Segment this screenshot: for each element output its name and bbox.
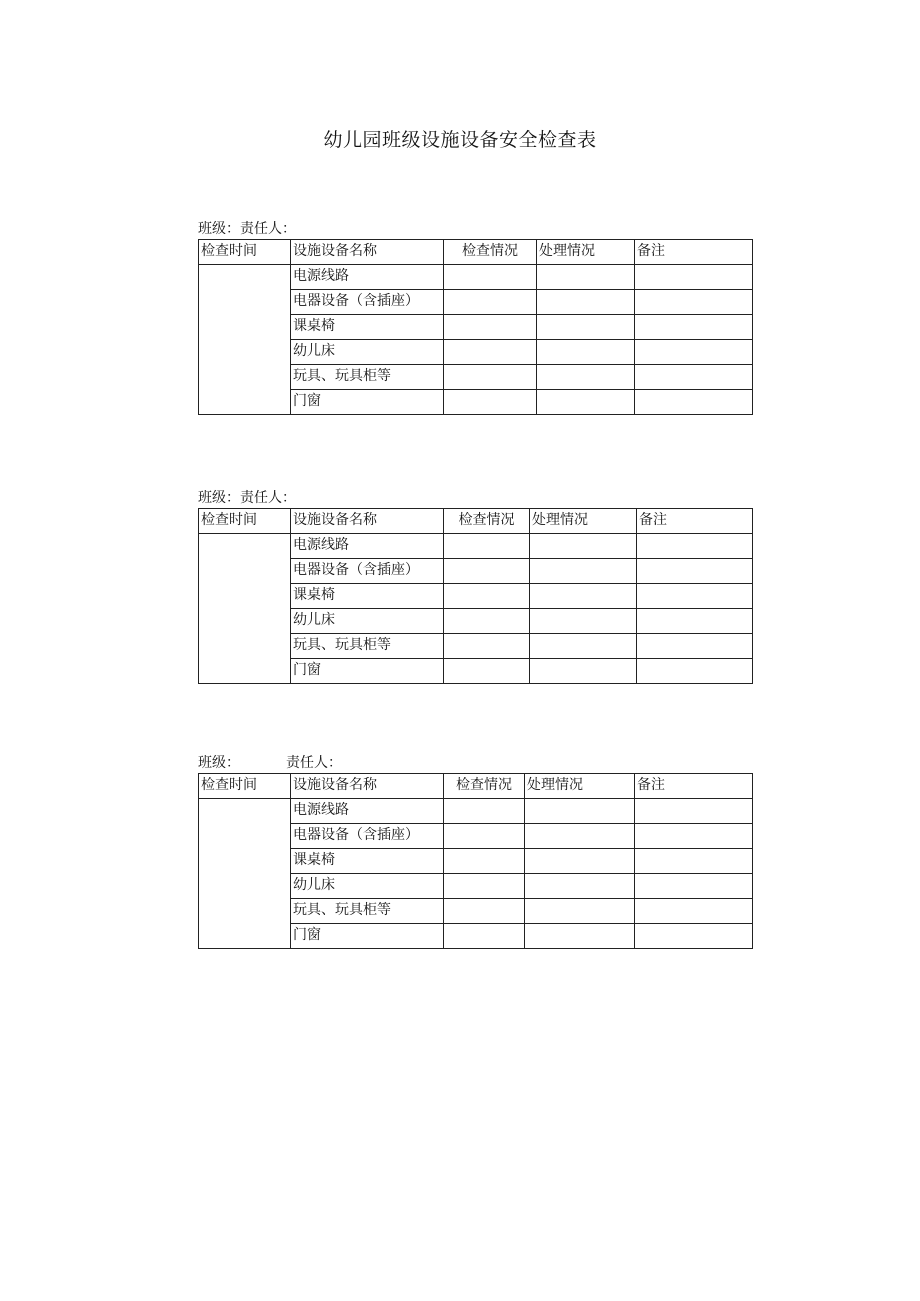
handling-status-cell[interactable] [530,559,637,584]
equipment-name-cell: 电器设备（含插座） [291,290,444,315]
remarks-cell[interactable] [637,634,753,659]
handling-status-cell[interactable] [530,534,637,559]
equipment-name-cell: 门窗 [291,390,444,415]
inspection-status-cell[interactable] [444,874,525,899]
handling-status-cell[interactable] [525,899,635,924]
inspection-time-cell[interactable] [199,534,291,684]
remarks-cell[interactable] [635,265,753,290]
remarks-cell[interactable] [637,659,753,684]
equipment-name-cell: 玩具、玩具柜等 [291,899,444,924]
table-row [199,265,753,290]
handling-status-cell[interactable] [530,584,637,609]
handling-status-cell[interactable] [537,390,635,415]
handling-status-cell[interactable] [537,340,635,365]
header-remarks: 备注 [637,509,753,534]
header-inspection-status: 检查情况 [444,509,530,534]
inspection-status-cell[interactable] [444,634,530,659]
header-equipment-name: 设施设备名称 [291,240,444,265]
class-label: 班级： [198,755,240,771]
equipment-name-cell: 玩具、玩具柜等 [291,365,444,390]
header-inspection-time: 检查时间 [199,240,291,265]
inspection-table [198,239,753,415]
handling-status-cell[interactable] [537,265,635,290]
handling-status-cell[interactable] [537,315,635,340]
remarks-cell[interactable] [635,874,753,899]
handling-status-cell[interactable] [530,609,637,634]
header-inspection-status: 检查情况 [444,240,537,265]
equipment-name-cell: 幼儿床 [291,874,444,899]
inspection-table [198,508,753,684]
inspection-status-cell[interactable] [444,924,525,949]
inspection-status-cell[interactable] [444,290,537,315]
header-handling-status: 处理情况 [525,774,635,799]
header-inspection-time: 检查时间 [199,509,291,534]
header-inspection-status: 检查情况 [444,774,525,799]
handling-status-cell[interactable] [530,659,637,684]
inspection-status-cell[interactable] [444,899,525,924]
equipment-name-cell: 课桌椅 [291,849,444,874]
handling-status-cell[interactable] [537,365,635,390]
inspection-status-cell[interactable] [444,265,537,290]
remarks-cell[interactable] [635,340,753,365]
remarks-cell[interactable] [635,290,753,315]
equipment-name-cell: 幼儿床 [291,609,444,634]
inspection-time-cell[interactable] [199,799,291,949]
remarks-cell[interactable] [635,799,753,824]
inspection-status-cell[interactable] [444,534,530,559]
inspection-status-cell[interactable] [444,659,530,684]
remarks-cell[interactable] [637,534,753,559]
equipment-name-cell: 电器设备（含插座） [291,824,444,849]
class-label: 班级： [198,221,240,237]
document-title: 幼儿园班级设施设备安全检查表 [323,129,597,151]
header-equipment-name: 设施设备名称 [291,774,444,799]
inspection-status-cell[interactable] [444,559,530,584]
handling-status-cell[interactable] [525,799,635,824]
handling-status-cell[interactable] [530,634,637,659]
equipment-name-cell: 电器设备（含插座） [291,559,444,584]
equipment-name-cell: 电源线路 [291,265,444,290]
remarks-cell[interactable] [635,390,753,415]
handling-status-cell[interactable] [525,849,635,874]
table-header-row [199,240,753,265]
handling-status-cell[interactable] [525,924,635,949]
handling-status-cell[interactable] [537,290,635,315]
remarks-cell[interactable] [637,609,753,634]
equipment-name-cell: 门窗 [291,659,444,684]
header-equipment-name: 设施设备名称 [291,509,444,534]
table-row [199,799,753,824]
equipment-name-cell: 电源线路 [291,799,444,824]
remarks-cell[interactable] [637,584,753,609]
equipment-name-cell: 电源线路 [291,534,444,559]
class-label: 班级： [198,490,240,506]
section-caption [198,219,752,239]
inspection-section-1 [198,219,752,415]
inspection-status-cell[interactable] [444,315,537,340]
header-inspection-time: 检查时间 [199,774,291,799]
handling-status-cell[interactable] [525,874,635,899]
inspection-status-cell[interactable] [444,365,537,390]
responsible-person-label: 责任人： [240,490,296,506]
inspection-time-cell[interactable] [199,265,291,415]
section-caption [198,753,752,773]
equipment-name-cell: 课桌椅 [291,315,444,340]
inspection-status-cell[interactable] [444,799,525,824]
equipment-name-cell: 门窗 [291,924,444,949]
inspection-status-cell[interactable] [444,584,530,609]
header-handling-status: 处理情况 [530,509,637,534]
inspection-status-cell[interactable] [444,609,530,634]
remarks-cell[interactable] [635,365,753,390]
table-header-row [199,509,753,534]
handling-status-cell[interactable] [525,824,635,849]
table-header-row [199,774,753,799]
inspection-status-cell[interactable] [444,824,525,849]
remarks-cell[interactable] [637,559,753,584]
equipment-name-cell: 幼儿床 [291,340,444,365]
inspection-status-cell[interactable] [444,849,525,874]
section-caption [198,488,752,508]
equipment-name-cell: 课桌椅 [291,584,444,609]
inspection-section-2 [198,488,752,684]
remarks-cell[interactable] [635,824,753,849]
inspection-status-cell[interactable] [444,340,537,365]
remarks-cell[interactable] [635,924,753,949]
inspection-table [198,773,753,949]
remarks-cell[interactable] [635,849,753,874]
header-remarks: 备注 [635,774,753,799]
remarks-cell[interactable] [635,899,753,924]
inspection-section-3 [198,753,752,949]
table-row [199,534,753,559]
header-remarks: 备注 [635,240,753,265]
inspection-status-cell[interactable] [444,390,537,415]
responsible-person-label: 责任人： [240,221,296,237]
remarks-cell[interactable] [635,315,753,340]
header-handling-status: 处理情况 [537,240,635,265]
equipment-name-cell: 玩具、玩具柜等 [291,634,444,659]
responsible-person-label: 责任人： [286,755,342,771]
